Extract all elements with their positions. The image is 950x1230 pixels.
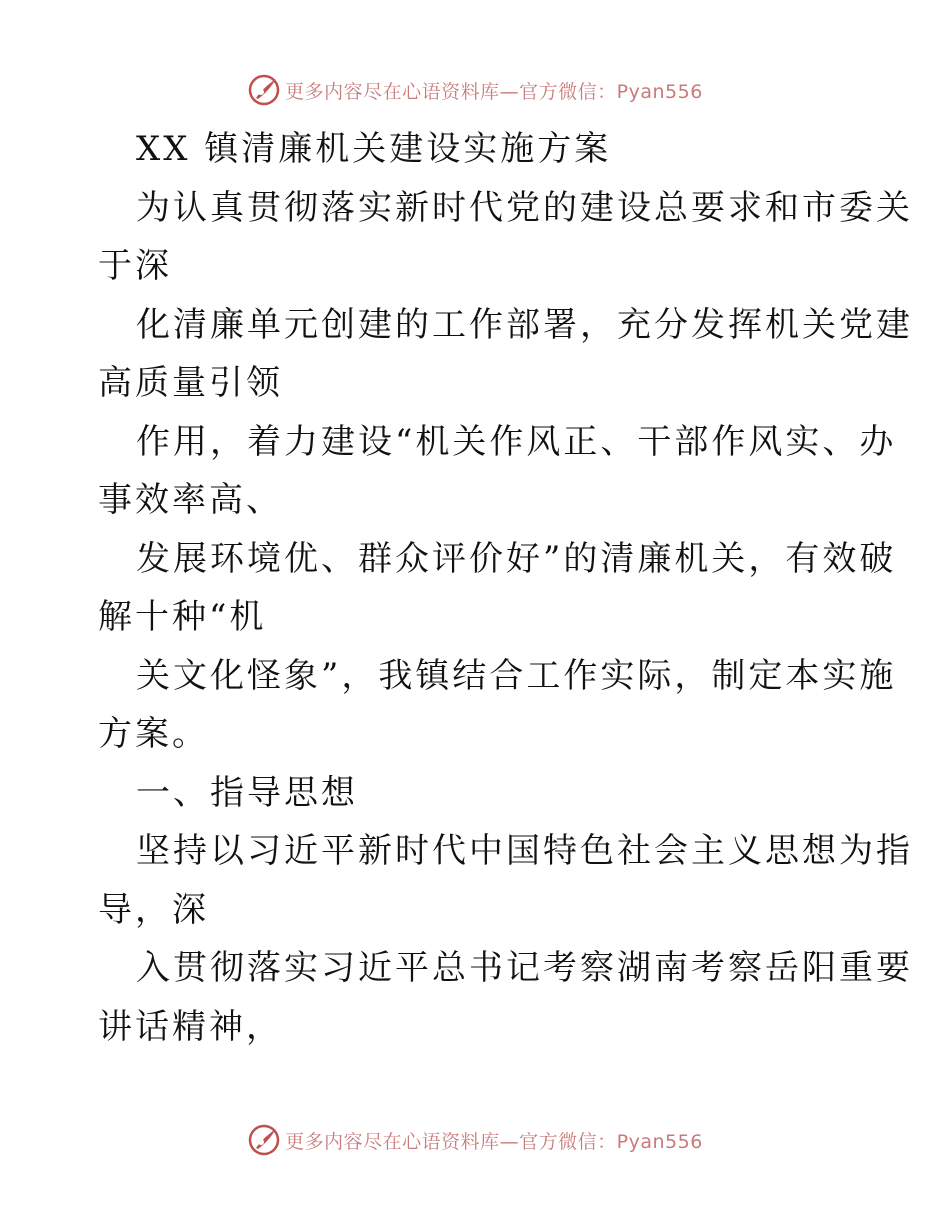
text-line: 作用，着力建设“机关作风正、干部作风实、办 xyxy=(136,421,897,462)
text-line: 解十种“机 xyxy=(98,597,267,637)
text-line: 一、指导思想 xyxy=(136,772,358,813)
text-line: 事效率高、 xyxy=(98,480,283,520)
watermark-text: 更多内容尽在心语资料库—官方微信：Pyan556 xyxy=(285,1130,703,1153)
text-line: 发展环境优、群众评价好”的清廉机关，有效破 xyxy=(136,538,897,579)
text-line: 化清廉单元创建的工作部署，充分发挥机关党建 xyxy=(136,304,913,345)
text-line: 为认真贯彻落实新时代党的建设总要求和市委关 xyxy=(136,187,913,228)
quill-logo-icon xyxy=(247,1123,281,1157)
text-line: 于深 xyxy=(98,246,172,286)
text-line: 关文化怪象”，我镇结合工作实际，制定本实施 xyxy=(136,655,897,696)
text-line: 高质量引领 xyxy=(98,363,283,403)
text-line: 入贯彻落实习近平总书记考察湖南考察岳阳重要 xyxy=(136,948,913,988)
footer-watermark xyxy=(0,1120,950,1160)
text-line: 讲话精神， xyxy=(98,1006,283,1047)
text-line: 坚持以习近平新时代中国特色社会主义思想为指 xyxy=(136,831,913,871)
text-line: 导，深 xyxy=(98,889,209,930)
text-line: 方案。 xyxy=(98,714,209,754)
quill-logo-icon xyxy=(247,73,281,107)
watermark-text: 更多内容尽在心语资料库—官方微信：Pyan556 xyxy=(285,80,703,103)
header-watermark xyxy=(0,70,950,110)
document-title: XX 镇清廉机关建设实施方案 xyxy=(136,129,612,169)
document-body xyxy=(98,120,913,1056)
